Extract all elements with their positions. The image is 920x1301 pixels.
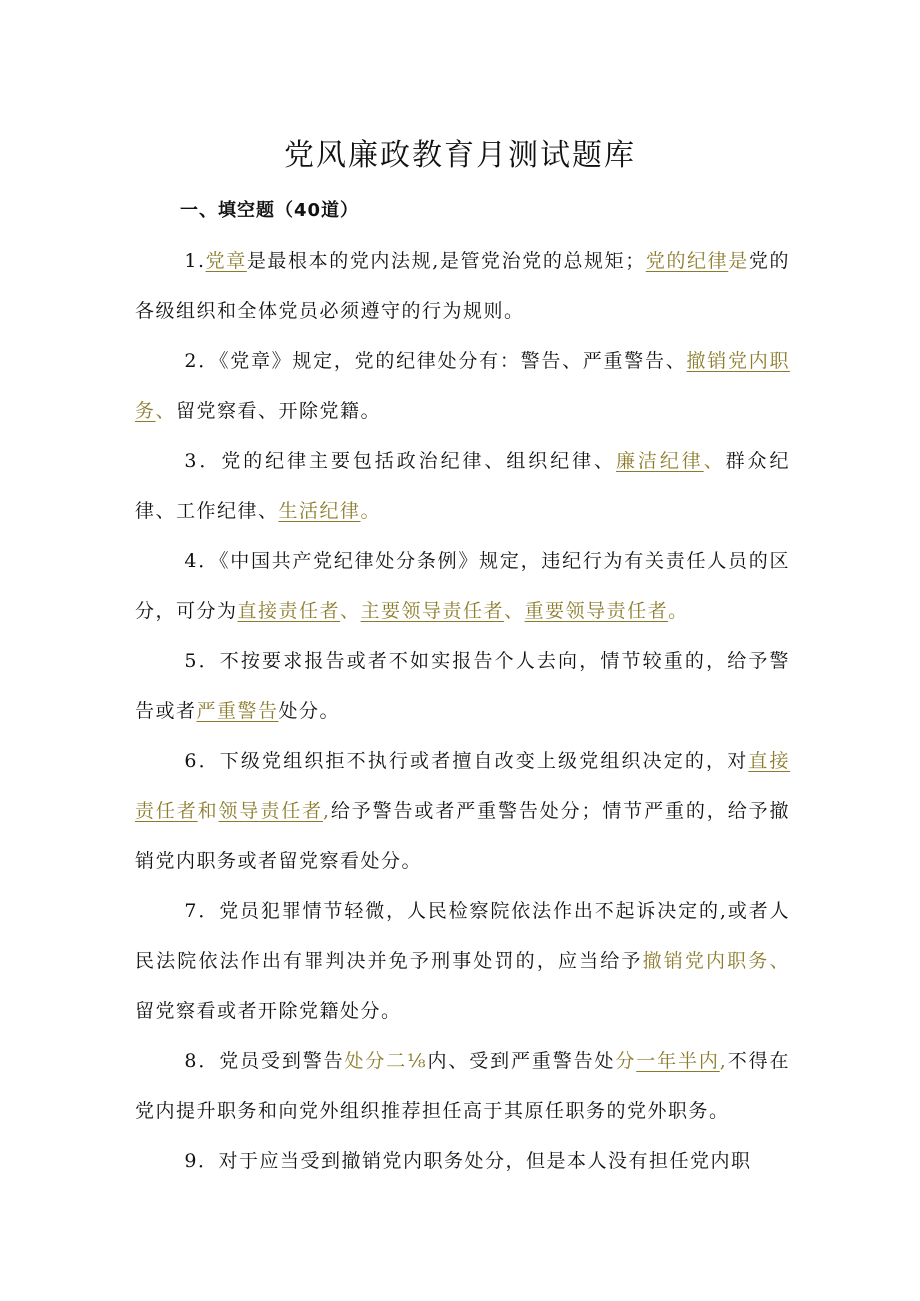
answer-blank: 领导责任者 <box>218 800 323 822</box>
section-heading: 一、填空题（40道） <box>180 200 360 221</box>
question-text: 留党察看、开除党籍。 <box>176 400 382 422</box>
question-text: 8．党员受到警告 <box>184 1050 345 1072</box>
question-text: 4．《中国共产党纪律处分条例》规定，违纪行为有关责任人员的区分，可分为 <box>135 550 790 622</box>
answer-blank: 撤销党内职务 <box>135 350 790 422</box>
answer-blank: 党的纪律 <box>645 250 729 272</box>
question-text: 7．党员犯罪情节轻微，人民检察院依法作出不起诉决定的,或者人民法院依法作出有罪判决并免予刑事处罚的，应当给予 <box>135 900 790 972</box>
question-text: 不得在党内提升职务和向党外组织推荐担任高于其原任职务的党外职务。 <box>135 1050 790 1122</box>
question-text: 群众纪律、工作纪律、 <box>135 450 790 522</box>
question-text: 处分。 <box>278 700 341 722</box>
answer-blank: 一年半内 <box>636 1050 720 1072</box>
question-item <box>135 1136 790 1186</box>
question-text: 给予警告或者严重警告处分；情节严重的，给予撤销党内职务或者留党察看处分。 <box>135 800 790 872</box>
answer-text: 、 <box>155 400 177 422</box>
question-text: 党的各级组织和全体党员必须遵守的行为规则。 <box>135 250 790 322</box>
question-text: 是最根本的党内法规,是管党治党的总规矩； <box>246 250 646 272</box>
answer-blank: 生活纪律 <box>278 500 361 522</box>
answer-text: 、 <box>504 600 525 622</box>
answer-text: 处分二⅛ <box>344 1050 428 1072</box>
question-text: 1. <box>184 250 206 272</box>
answer-text: 撤销党内职务、 <box>642 950 790 972</box>
answer-text: 、 <box>703 450 726 472</box>
answer-blank: 廉洁纪律 <box>615 450 704 472</box>
answer-blank: 重要领导责任者 <box>524 600 669 622</box>
answer-text: 分 <box>615 1050 637 1072</box>
question-item <box>135 536 790 636</box>
page-title: 党风廉政教育月测试题库 <box>284 138 636 173</box>
question-text: 6．下级党组织拒不执行或者擅自改变上级党组织决定的，对 <box>184 750 749 772</box>
answer-text: 是 <box>728 250 749 272</box>
answer-text: 。 <box>668 600 689 622</box>
question-item <box>135 636 790 736</box>
question-item <box>135 736 790 886</box>
answer-text: 、 <box>340 600 361 622</box>
answer-text: , <box>322 800 331 822</box>
question-text: 2．《党章》规定，党的纪律处分有：警告、严重警告、 <box>184 350 687 372</box>
answer-text: 。 <box>360 500 382 522</box>
answer-blank: 主要领导责任者 <box>360 600 505 622</box>
question-item <box>135 886 790 1036</box>
answer-blank: 直接责任者 <box>135 750 790 822</box>
question-text: 9．对于应当受到撤销党内职务处分，但是本人没有担任党内职 <box>184 1150 752 1172</box>
answer-blank: 严重警告 <box>196 700 279 722</box>
question-item <box>135 336 790 436</box>
question-text: 3．党的纪律主要包括政治纪律、组织纪律、 <box>184 450 616 472</box>
answer-blank: 直接责任者 <box>237 600 341 622</box>
question-text: 5．不按要求报告或者不如实报告个人去向，情节较重的，给予警告或者 <box>135 650 790 722</box>
answer-text: 和 <box>197 800 219 822</box>
question-item <box>135 1036 790 1136</box>
question-text: 留党察看或者开除党籍处分。 <box>135 1000 402 1022</box>
question-text: 内、受到严重警告处 <box>427 1050 616 1072</box>
question-item <box>135 436 790 536</box>
answer-text: , <box>719 1050 728 1072</box>
question-item <box>135 236 790 336</box>
answer-blank: 党章 <box>205 250 247 272</box>
